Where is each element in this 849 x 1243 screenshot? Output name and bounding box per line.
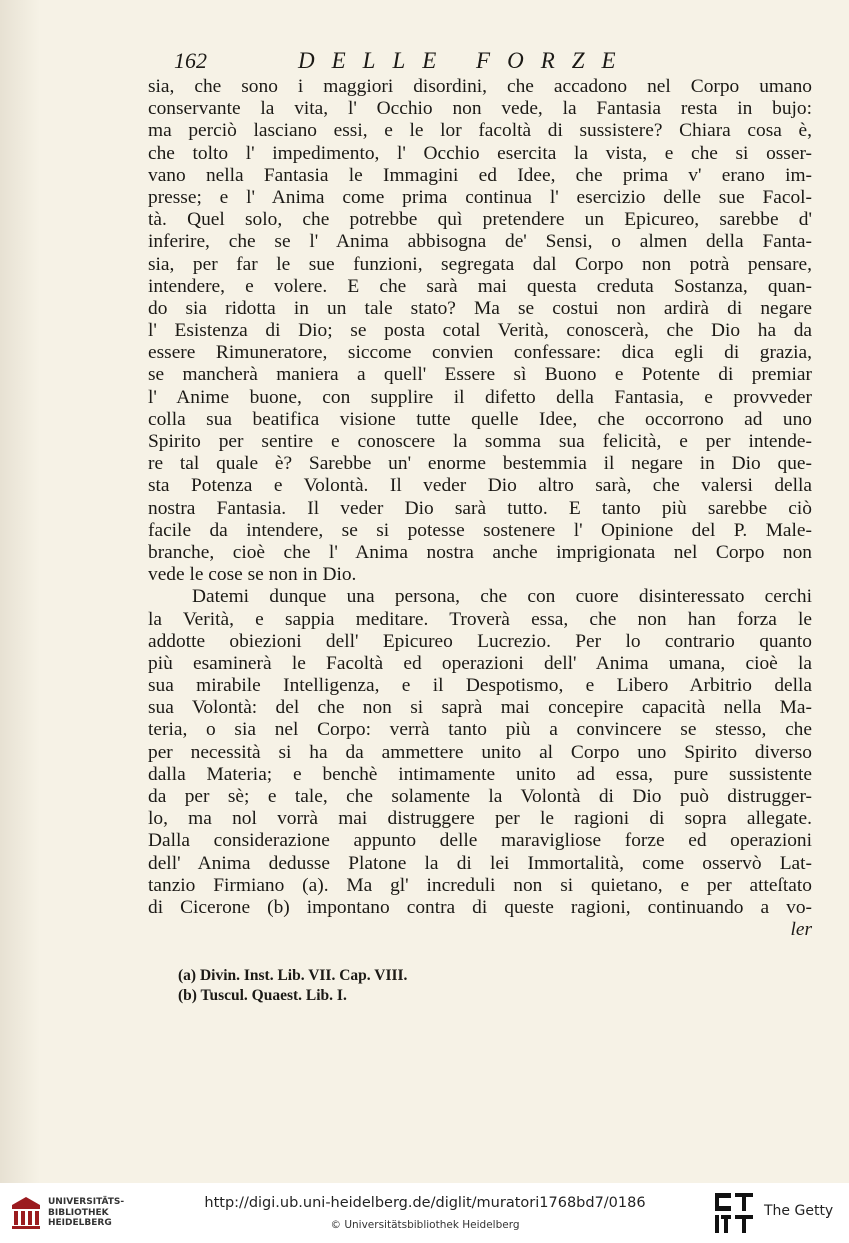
running-title: DELLE FORZE <box>298 48 633 73</box>
text-line: tanzio Firmiano (a). Ma gl' increduli non si quietano, e per atteſtato <box>148 874 812 896</box>
text-line: addotte obiezioni dell' Epicureo Lucrezio. Per lo contrario quanto <box>148 630 812 652</box>
text-line: sia, che sono i maggiori disordini, che accadono nel Corpo umano <box>148 76 812 97</box>
page-header <box>174 48 644 78</box>
text-line: inferire, che se l' Anima abbisogna de' Sensi, o almen della Fanta- <box>148 231 812 253</box>
text-line: Spirito per sentire e conoscere la somma sua felicità, e per intende- <box>148 431 812 452</box>
text-line: essere Rimuneratore, siccome convien confessare: dica egli di grazia, <box>148 342 812 364</box>
text-line: branche, cioè che l' Anima nostra anche imprigionata nel Corpo non <box>148 541 812 563</box>
text-line: per necessità si ha da ammettere unito al Corpo uno Spirito diverso <box>148 741 812 763</box>
text-line: sua mirabile Intelligenza, e il Despotismo, e Libero Arbitrio della <box>148 675 812 697</box>
text-line: che tolto l' impedimento, l' Occhio esercita la vista, e che si osser- <box>148 142 812 164</box>
text-line: sua Volontà: del che non si saprà mai concepire capacità nella Ma- <box>148 697 812 719</box>
text-line: da per sè; e tale, che solamente la Volontà di Dio può distrugger- <box>148 786 812 807</box>
text-line: l' Esistenza di Dio; se posta cotal Verità, conoscerà, che Dio ha da <box>148 320 812 342</box>
text-line: tà. Quel solo, che potrebbe quì pretendere un Epicureo, sarebbe d' <box>148 209 812 231</box>
library-name: UNIVERSITÄTS- BIBLIOTHEK HEIDELBERG <box>48 1197 125 1228</box>
footnotes <box>178 966 407 1006</box>
text-line: facile da intendere, se si potesse sostenere l' Opinione del P. Male- <box>148 519 812 541</box>
viewer-footer <box>0 1183 849 1243</box>
text-line: vano nella Fantasia le Immagini ed Idee, che prima v' erano im- <box>148 164 812 186</box>
text-line: nostra Fantasia. Il veder Dio sarà tutto. E tanto più sarebbe ciò <box>148 497 812 519</box>
getty-name: The Getty <box>764 1203 834 1219</box>
text-line: Dalla considerazione appunto delle maravigliose forze ed operazioni <box>148 830 812 852</box>
library-logo-icon[interactable] <box>10 1195 42 1231</box>
text-line: l' Anime buone, con supplire il difetto della Fantasia, e provveder <box>148 386 812 408</box>
text-line: lo, ma nol vorrà mai distruggere per le ragioni di sopra allegate. <box>148 808 812 830</box>
text-line: re tal quale è? Sarebbe un' enorme bestemmia il negare in Dio que- <box>148 453 812 475</box>
text-line: dalla Materia; e benchè intimamente unito ad essa, pure sussistente <box>148 763 812 785</box>
text-line: sta Potenza e Volontà. Il veder Dio altro sarà, che valersi della <box>148 475 812 497</box>
getty-logo-icon[interactable] <box>715 1193 753 1233</box>
body-text <box>148 76 812 941</box>
text-line: do sia ridotta in un tale stato? Ma se costui non ardirà di negare <box>148 297 812 319</box>
copyright-notice: © Universitätsbibliothek Heidelberg <box>330 1219 520 1231</box>
text-line: conservante la vita, l' Occhio non vede, la Fantasia resta in bujo: <box>148 98 812 120</box>
text-line: vede le cose se non in Dio. <box>148 564 357 586</box>
footnote-a: (a) Divin. Inst. Lib. VII. Cap. VIII. <box>178 967 408 984</box>
text-line: di Cicerone (b) impontano contra di queste ragioni, continuando a vo- <box>148 896 812 918</box>
permalink-url[interactable]: http://digi.ub.uni-heidelberg.de/diglit/muratori1768bd7/0186 <box>204 1195 646 1211</box>
footnote-b: (b) Tuscul. Quaest. Lib. I. <box>178 987 347 1004</box>
text-line: più esaminerà le Facoltà ed operazioni dell' Anima umana, cioè la <box>148 652 812 674</box>
text-line: la Verità, e sappia meditare. Troverà essa, che non han forza le <box>148 608 812 630</box>
text-line: dell' Anima dedusse Platone la di lei Immortalità, come osservò Lat- <box>148 852 812 874</box>
text-line: sia, per far le sue funzioni, segregata dal Corpo non potrà pensare, <box>148 253 812 275</box>
text-line: intendere, e volere. E che sarà mai questa creduta Sostanza, quan- <box>148 275 812 297</box>
catchword: ler <box>790 919 812 941</box>
page-edge-shadow <box>0 0 40 1183</box>
text-line: Datemi dunque una persona, che con cuore disinteressato cerchi <box>192 586 812 608</box>
page-number: 162 <box>174 48 207 73</box>
text-line: teria, o sia nel Corpo: verrà tanto più a convincere se stesso, che <box>148 719 812 741</box>
text-line: se mancherà maniera a quell' Essere sì Buono e Potente di premiar <box>148 364 812 386</box>
text-line: colla sua beatifica visione tutte quelle Idee, che occorrono ad uno <box>148 408 812 430</box>
text-line: ma perciò lasciano essi, e le lor facoltà di sussistere? Chiara cosa è, <box>148 120 812 142</box>
text-line: presse; e l' Anima come prima continua l' esercizio delle sue Facol- <box>148 186 812 208</box>
